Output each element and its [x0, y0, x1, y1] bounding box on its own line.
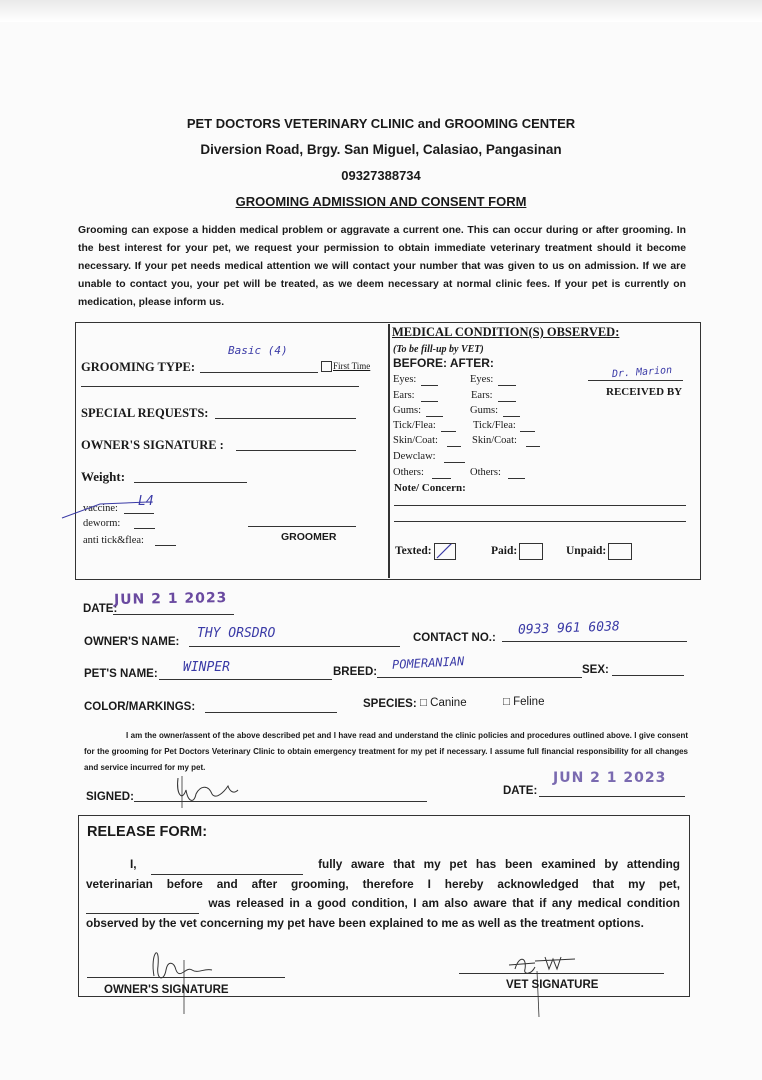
clinic-phone: 09327388734 [341, 168, 421, 183]
consent-date-stamp[interactable]: JUN 2 1 2023 [553, 770, 667, 786]
deworm-label: deworm: [83, 518, 121, 529]
owners-name-label: OWNER'S NAME: [84, 636, 180, 648]
release-pet-line[interactable] [86, 894, 199, 914]
check-mark-icon [435, 544, 455, 559]
anti-tick-line[interactable] [155, 545, 176, 546]
release-owner-signature-mark [140, 940, 220, 1015]
pets-name-label: PET'S NAME: [84, 668, 158, 680]
clinic-address: Diversion Road, Brgy. San Miguel, Calasiao, Pangasinan [200, 142, 562, 157]
grooming-type-line [200, 372, 318, 373]
before-dewclaw-line[interactable] [444, 462, 465, 463]
texted-field [395, 543, 456, 560]
vaccine-mark [60, 500, 150, 520]
before-others-line[interactable] [432, 478, 451, 479]
medical-title: MEDICAL CONDITION(S) OBSERVED: [392, 325, 620, 339]
release-text-2: fully aware that my pet has been examined by attending veterinarian before and after grooming, therefore I hereby acknowledged that my pet, [86, 857, 680, 891]
canine-option[interactable]: □ Canine [420, 697, 467, 709]
sex-line[interactable] [612, 675, 684, 676]
consent-text: I am the owner/assent of the above described pet and I have read and understand the clinic policies and procedures outlined above. I give consent for the grooming for Pet Doctors Veterinary Clinic to obtain emergency treatment for my pet if necessary. I assume full financial responsibility for all changes and service incurred for my pet. [84, 731, 688, 772]
after-others: Others: [470, 467, 501, 478]
before-ears-line[interactable] [421, 401, 438, 402]
deworm-line[interactable] [134, 528, 155, 529]
note-line-1[interactable] [394, 505, 686, 506]
note-line-2[interactable] [394, 521, 686, 522]
after-eyes: Eyes: [470, 374, 494, 385]
vet-signature-label: VET SIGNATURE [506, 979, 599, 991]
vaccine-label: vaccine: [83, 503, 118, 514]
breed-value[interactable]: POMERANIAN [391, 654, 465, 672]
weight-label: Weight: [81, 469, 126, 484]
after-eyes-line[interactable] [498, 385, 516, 386]
owners-name-value[interactable]: THY ORSDRO [197, 626, 276, 641]
before-tick-flea: Tick/Flea: [393, 420, 436, 431]
owners-signature-line[interactable] [236, 450, 356, 451]
received-by-line [588, 380, 683, 381]
grooming-type-label: GROOMING TYPE: [81, 360, 196, 374]
grooming-type-value[interactable]: Basic (4) [228, 344, 288, 357]
color-label: COLOR/MARKINGS: [84, 701, 196, 713]
consent-date-label: DATE: [503, 785, 538, 797]
groomer-line[interactable] [248, 526, 356, 527]
pets-name-line [159, 679, 332, 680]
before-skin-coat-line[interactable] [447, 446, 461, 447]
received-by-value[interactable]: Dr. Marion [611, 364, 673, 381]
first-time-checkbox[interactable] [321, 361, 332, 372]
after-skin-coat-line[interactable] [526, 446, 540, 447]
after-tick-flea-line[interactable] [520, 431, 535, 432]
texted-checkbox[interactable] [434, 543, 456, 560]
after-ears-line[interactable] [498, 401, 516, 402]
groomer-label: GROOMER [281, 531, 337, 543]
unpaid-checkbox[interactable] [608, 543, 632, 560]
color-line[interactable] [205, 712, 337, 713]
unpaid-field [566, 543, 632, 560]
release-text-3: was released in a good condition, I am also aware that if any medical condition observed by the vet concerning my pet have been explained to me as well as the treatment options. [86, 896, 680, 930]
date-label: DATE: [83, 603, 118, 615]
after-ears: Ears: [471, 390, 493, 401]
date-line [113, 614, 234, 615]
paid-checkbox[interactable] [519, 543, 543, 560]
before-skin-coat: Skin/Coat: [393, 435, 438, 446]
note-label: Note/ Concern: [394, 482, 466, 494]
consent-date-line [539, 796, 685, 797]
contact-label: CONTACT NO.: [413, 632, 496, 644]
after-tick-flea: Tick/Flea: [473, 420, 516, 431]
breed-line [377, 677, 582, 678]
paid-label: Paid: [491, 545, 518, 558]
contact-line [502, 641, 687, 642]
form-title: GROOMING ADMISSION AND CONSENT FORM [235, 194, 527, 209]
before-dewclaw: Dewclaw: [393, 451, 436, 462]
weight-line[interactable] [134, 482, 247, 483]
before-ears: Ears: [393, 390, 415, 401]
date-stamp[interactable]: JUN 2 1 2023 [113, 590, 228, 608]
medical-subtitle: (To be fill-up by VET) [393, 344, 484, 355]
release-text [86, 855, 680, 933]
after-gums-line[interactable] [503, 416, 520, 417]
owner-signature-mark [172, 772, 242, 812]
before-others: Others: [393, 467, 424, 478]
owners-signature-label: OWNER'S SIGNATURE : [81, 438, 224, 452]
owners-name-line [189, 646, 400, 647]
grooming-type-line-2 [81, 386, 359, 387]
after-others-line[interactable] [508, 478, 525, 479]
feline-option[interactable]: □ Feline [503, 696, 545, 708]
special-requests-line[interactable] [215, 418, 356, 419]
received-by-label: RECEIVED BY [606, 386, 683, 398]
contact-value[interactable]: 0933 961 6038 [517, 619, 620, 638]
before-eyes-line[interactable] [421, 385, 438, 386]
box-divider [388, 324, 390, 578]
unpaid-label: Unpaid: [566, 545, 607, 558]
species-label: SPECIES: [363, 698, 417, 710]
anti-tick-label: anti tick&flea: [83, 535, 144, 546]
paper-edge [0, 0, 762, 22]
signed-label: SIGNED: [86, 791, 134, 803]
intro-paragraph: Grooming can expose a hidden medical problem or aggravate a current one. This can occur during or after grooming. In the best interest for your pet, we request your permission to obtain immediate veterinary treatment should it become necessary. If your pet needs medical attention we will contact your number that was given to us on admission. If we are unable to contact you, your pet will be treated, as we deem necessary at normal clinic fees. If your pet is currently on medication, please inform us. [78, 225, 686, 308]
texted-label: Texted: [395, 545, 432, 558]
paid-field [491, 543, 543, 560]
pets-name-value[interactable]: WINPER [183, 660, 230, 675]
before-tick-flea-line[interactable] [441, 431, 456, 432]
after-gums: Gums: [470, 405, 499, 416]
after-skin-coat: Skin/Coat: [472, 435, 517, 446]
before-gums-line[interactable] [426, 416, 443, 417]
clinic-name: PET DOCTORS VETERINARY CLINIC and GROOMING CENTER [186, 116, 576, 131]
release-name-line[interactable] [151, 855, 303, 875]
first-time-label: First Time [333, 361, 371, 371]
vaccine-value[interactable]: L4 [138, 494, 154, 509]
release-title: RELEASE FORM: [87, 824, 208, 840]
sex-label: SEX: [582, 664, 609, 676]
before-eyes: Eyes: [393, 374, 417, 385]
owner-signature-label: OWNER'S SIGNATURE [104, 984, 229, 996]
release-text-1: I, [130, 857, 137, 871]
special-requests-label: SPECIAL REQUESTS: [81, 406, 209, 420]
before-after-header: BEFORE: AFTER: [393, 356, 494, 370]
before-gums: Gums: [393, 405, 422, 416]
breed-label: BREED: [333, 666, 378, 678]
